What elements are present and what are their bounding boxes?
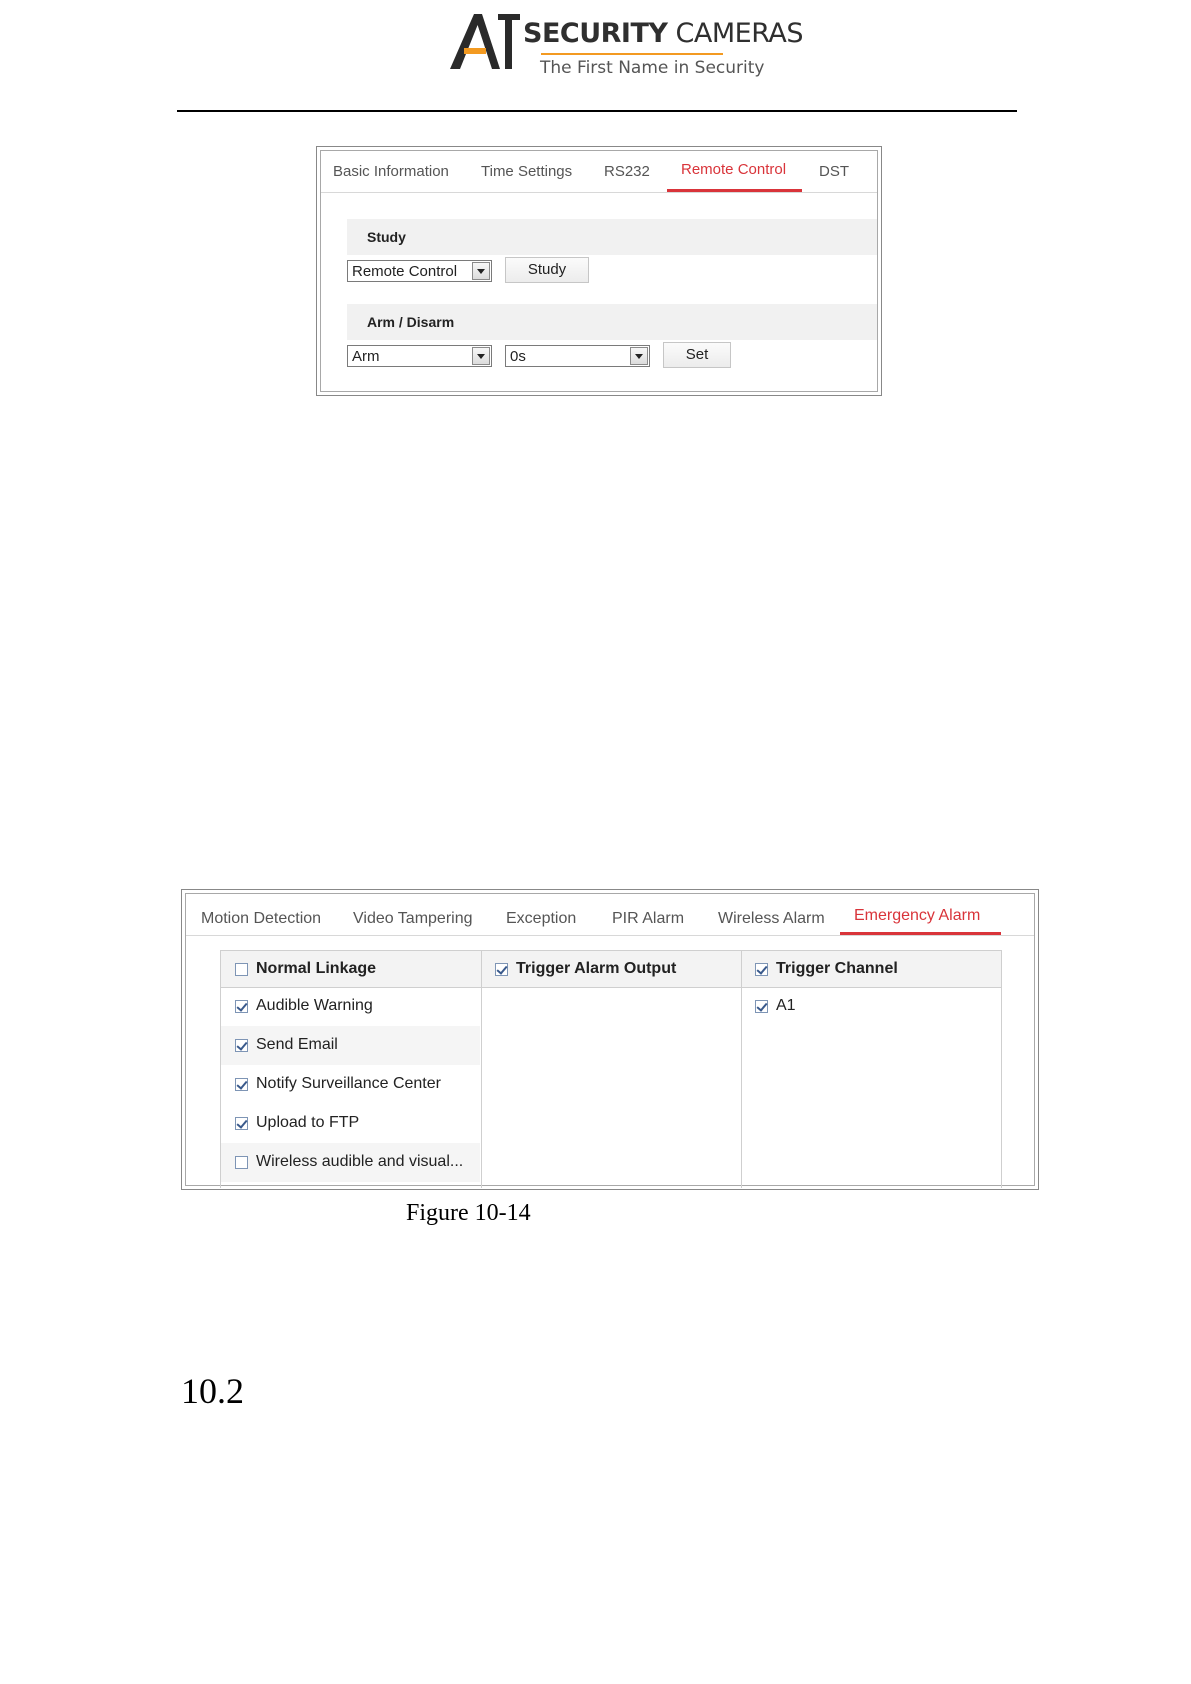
column-divider [481, 950, 482, 1188]
set-button[interactable]: Set [663, 342, 731, 368]
arm-mode-select[interactable]: Arm [347, 345, 492, 367]
brand-name: SECURITY CAMERAS [523, 18, 803, 49]
tab-wireless-alarm[interactable]: Wireless Alarm [718, 910, 825, 927]
active-tab-indicator [840, 932, 1001, 935]
emergency-alarm-panel [181, 889, 1039, 1190]
tab-motion-detection[interactable]: Motion Detection [201, 910, 322, 927]
trigger-channel-header: Trigger Channel [776, 960, 898, 977]
normal-linkage-checkbox[interactable] [235, 963, 248, 976]
channel-row-a1: A1 [741, 987, 1000, 1026]
tab-emergency-alarm[interactable]: Emergency Alarm [854, 907, 981, 924]
trigger-channel-checkbox[interactable] [755, 963, 768, 976]
wireless-audible-checkbox[interactable] [235, 1156, 248, 1169]
linkage-row-wireless-audible: Wireless audible and visual... [221, 1143, 480, 1182]
header-divider [177, 110, 1017, 112]
brand-logo [448, 12, 803, 78]
upload-ftp-checkbox[interactable] [235, 1117, 248, 1130]
settings-tabs [321, 151, 877, 193]
active-tab-indicator [667, 189, 802, 192]
brand-rule [541, 53, 723, 55]
channel-a1-checkbox[interactable] [755, 1000, 768, 1013]
tab-time-settings[interactable]: Time Settings [481, 163, 573, 180]
chevron-down-icon [472, 347, 490, 365]
remote-control-panel [316, 146, 882, 396]
linkage-table [220, 950, 1002, 1188]
study-section-header [347, 219, 877, 255]
brand-tagline: The First Name in Security [540, 58, 765, 78]
event-tabs [186, 894, 1034, 936]
study-mode-select[interactable]: Remote Control [347, 260, 492, 282]
tab-exception[interactable]: Exception [506, 910, 577, 927]
figure-caption: Figure 10-14 [406, 1200, 531, 1226]
tab-basic-information[interactable]: Basic Information [333, 163, 449, 180]
study-button[interactable]: Study [505, 257, 589, 283]
tab-video-tampering[interactable]: Video Tampering [353, 910, 473, 927]
normal-linkage-header: Normal Linkage [256, 960, 377, 977]
arm-delay-select[interactable]: 0s [505, 345, 650, 367]
send-email-checkbox[interactable] [235, 1039, 248, 1052]
tab-dst[interactable]: DST [819, 163, 849, 180]
tab-rs232[interactable]: RS232 [604, 163, 650, 180]
linkage-row-notify-center: Notify Surveillance Center [221, 1065, 480, 1104]
tab-remote-control[interactable]: Remote Control [681, 161, 787, 178]
audible-warning-checkbox[interactable] [235, 1000, 248, 1013]
section-number: 10.2 [181, 1371, 244, 1411]
linkage-row-audible-warning: Audible Warning [221, 987, 480, 1026]
linkage-table-header [221, 950, 1001, 988]
study-section-title: Study [367, 229, 406, 245]
trigger-alarm-output-checkbox[interactable] [495, 963, 508, 976]
column-divider [741, 950, 742, 1188]
arm-disarm-section-header [347, 304, 877, 340]
logo-a1-icon [448, 12, 526, 72]
tab-pir-alarm[interactable]: PIR Alarm [612, 910, 685, 927]
linkage-row-upload-ftp: Upload to FTP [221, 1104, 480, 1143]
chevron-down-icon [630, 347, 648, 365]
chevron-down-icon [472, 262, 490, 280]
trigger-alarm-output-header: Trigger Alarm Output [516, 960, 677, 977]
notify-center-checkbox[interactable] [235, 1078, 248, 1091]
arm-disarm-section-title: Arm / Disarm [367, 314, 455, 330]
linkage-row-send-email: Send Email [221, 1026, 480, 1065]
